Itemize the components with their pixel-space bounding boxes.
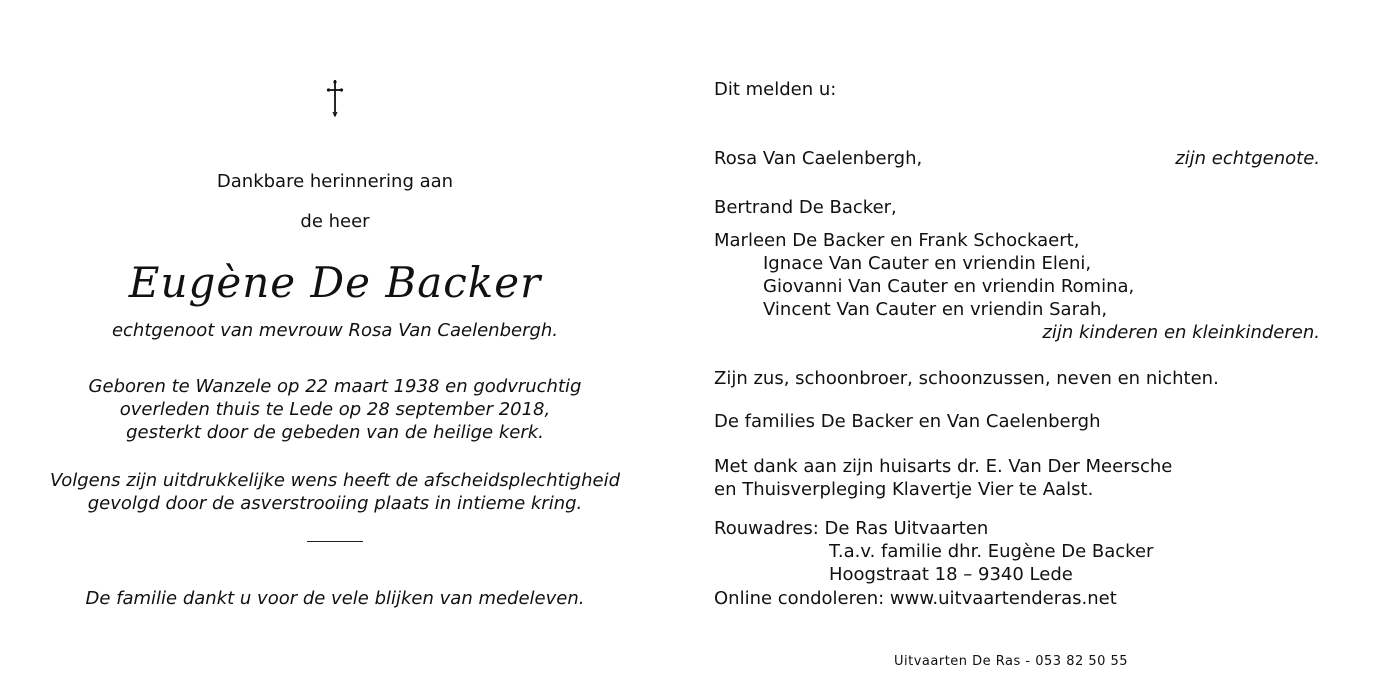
child-2: Marleen De Backer en Frank Schockaert, bbox=[714, 230, 1080, 251]
address-line-1: T.a.v. familie dhr. Eugène De Backer bbox=[829, 541, 1154, 562]
spouse-role: zijn echtgenote. bbox=[1175, 148, 1320, 169]
announcement-heading: Dit melden u: bbox=[714, 79, 837, 100]
doctor-line-1: Met dank aan zijn huisarts dr. E. Van Der Meersche bbox=[714, 456, 1173, 477]
birth-line-2: overleden thuis te Lede op 28 september 2018, bbox=[119, 399, 551, 420]
thanks-line: De familie dankt u voor de vele blijken van medeleven. bbox=[85, 588, 585, 609]
spouse-name: Rosa Van Caelenbergh, bbox=[714, 148, 923, 169]
title-text: de heer bbox=[300, 211, 370, 232]
spouse-line: echtgenoot van mevrouw Rosa Van Caelenbergh. bbox=[111, 320, 559, 341]
child-1: Bertrand De Backer, bbox=[714, 197, 897, 218]
footer-funeral-home: Uitvaarten De Ras - 053 82 50 55 bbox=[894, 654, 1129, 669]
intro-text: Dankbare herinnering aan bbox=[216, 171, 454, 192]
grandchild-3: Vincent Van Cauter en vriendin Sarah, bbox=[763, 299, 1108, 320]
deceased-name: Eugène De Backer bbox=[128, 258, 542, 307]
online-condolence-line: Online condoleren: www.uitvaartenderas.net bbox=[714, 588, 1117, 609]
right-panel bbox=[714, 0, 1334, 689]
birth-line-3: gesterkt door de gebeden van de heilige kerk. bbox=[126, 422, 544, 443]
left-panel bbox=[20, 0, 650, 689]
divider bbox=[307, 541, 363, 542]
birth-line-1: Geboren te Wanzele op 22 maart 1938 en godvruchtig bbox=[88, 376, 582, 397]
families-line: De families De Backer en Van Caelenbergh bbox=[714, 411, 1101, 432]
children-role: zijn kinderen en kleinkinderen. bbox=[1042, 322, 1320, 343]
grandchild-2: Giovanni Van Cauter en vriendin Romina, bbox=[763, 276, 1135, 297]
grandchild-1: Ignace Van Cauter en vriendin Eleni, bbox=[763, 253, 1092, 274]
wish-line-2: gevolgd door de asverstrooiing plaats in intieme kring. bbox=[87, 493, 583, 514]
address-line-2: Hoogstraat 18 – 9340 Lede bbox=[829, 564, 1073, 585]
doctor-line-2: en Thuisverpleging Klavertje Vier te Aalst. bbox=[714, 479, 1094, 500]
wish-line-1: Volgens zijn uitdrukkelijke wens heeft de afscheidsplechtigheid bbox=[49, 470, 621, 491]
cross-icon bbox=[325, 78, 345, 118]
address-label: Rouwadres: De Ras Uitvaarten bbox=[714, 518, 989, 539]
siblings-line: Zijn zus, schoonbroer, schoonzussen, neven en nichten. bbox=[714, 368, 1219, 389]
